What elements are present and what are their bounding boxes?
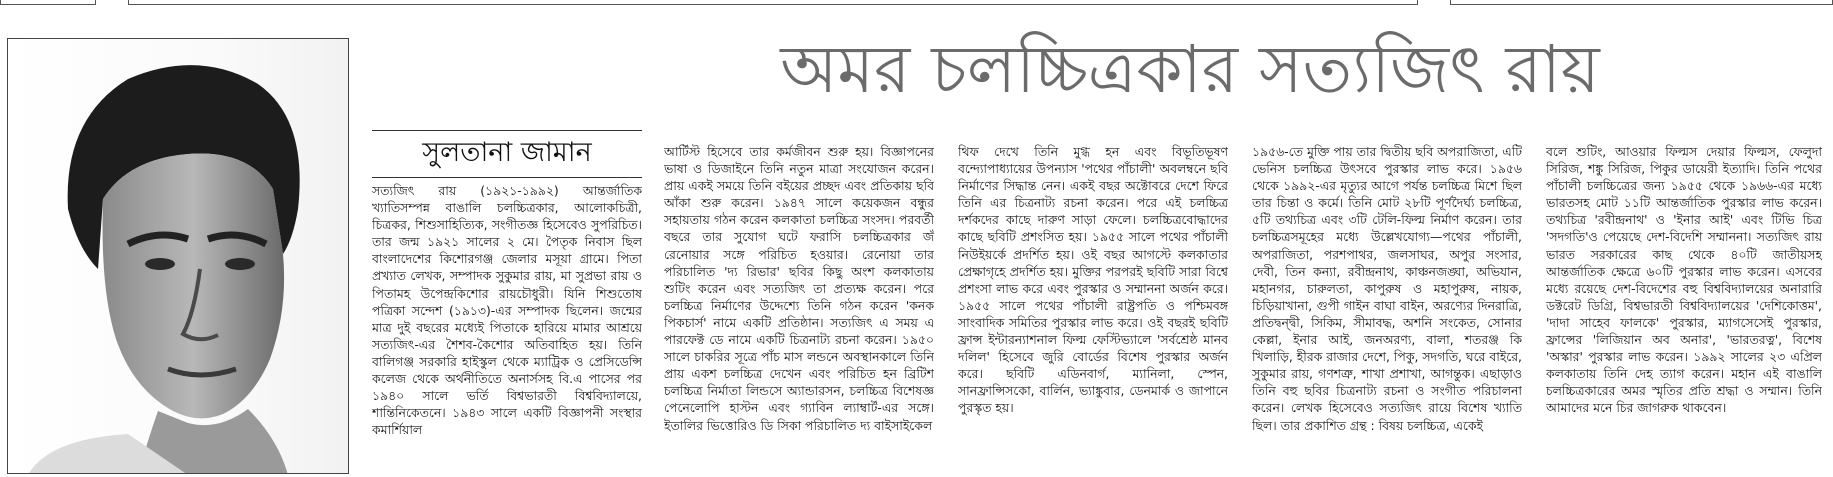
- article-column-5: [1546, 143, 1822, 475]
- column-5-text: বলে শুটিং, আওয়ার ফিল্মস দেয়ার ফিল্মস, ফেলুদা সিরিজ, শঙ্কু সিরিজ, পিকুর ডায়েরী ইত্যাদি। তিনি পথের পাঁচালী চলচ্চিত্রের জন্য ১৯৫৫ থেকে ১৯৬৬-এর মধ্যে ভারতসহ মোট ১১টি আন্তর্জাতিক পুরস্কার লাভ করেন। তথ্যচিত্র 'রবীন্দ্রনাথ' ও 'ইনার আই' এবং টিভি চিত্র 'সদগতি'ও পেয়েছে দেশ-বিদেশি সম্মাননা। সত্যজিৎ রায় ভারত সরকারের কাছ থেকে ৪০টি জাতীয়সহ আন্তর্জাতিক ক্ষেত্রে ৬০টি পুরস্কার লাভ করেন। এসবের মধ্যে রয়েছে দেশ-বিদেশের বহু বিশ্ববিদ্যালয়ের অনারারি ডক্টরেট ডিগ্রি, বিশ্বভারতী বিশ্ববিদ্যালয়ের 'দেশিকোত্তম', 'দাদা সাহেব ফালকে' পুরস্কার, ম্যাগসেসেই পুরস্কার, ফ্রান্সের 'লিজিয়ান অব অনার', 'ভারতরত্ন', বিশেষ 'অস্কার' পুরস্কার লাভ করেন। ১৯৯২ সালের ২৩ এপ্রিল কলকাতায় তিনি দেহ ত্যাগ করেন। মহান এই বাঙালি চলচ্চিত্রকারের অমর স্মৃতির প্রতি শ্রদ্ধা ও সম্মান। তিনি আমাদের মনে চির জাগরুক থাকবেন।: [1546, 144, 1822, 416]
- top-rule-middle: [128, 0, 1418, 5]
- headline: অমর চলচ্চিত্রকার সত্যজিৎ রায়: [780, 31, 1600, 108]
- top-rule-left: [0, 0, 96, 5]
- column-3-text: থিফ দেখে তিনি মুগ্ধ হন এবং বিভূতিভূষণ বন্দ্যোপাধ্যায়ের উপন্যাস 'পথের পাঁচালী' অবলম্বনে ছবি নির্মাণের সিদ্ধান্ত নেন। একই বছর অক্টোবরে দেশে ফিরে তিনি এর চিত্রনাট্য রচনা করেন। পরে এই চলচ্চিত্র দর্শকদের কাছে দারুণ সাড়া ফেলে। চলচ্চিত্রবোদ্ধাদের কাছে ছবিটি প্রশংসিত হয়। ১৯৫৫ সালে পথের পাঁচালী নিউইয়র্কে প্রদর্শিত হয়। ওই বছর আগস্টে কলকাতার প্রেক্ষাগৃহে প্রদর্শিত হয়। মুক্তির পরপরই ছবিটি সারা বিশ্বে প্রশংসা লাভ করে এবং পুরস্কার ও সম্মাননা অর্জন করে। ১৯৫৫ সালে পথের পাঁচালী রাষ্ট্রপতি ও পশ্চিমবঙ্গ সাংবাদিক সমিতির পুরস্কার লাভ করে। ওই বছরই ছবিটি ফ্রান্স ইন্টারন্যাশনাল ফিল্ম ফেস্টিভ্যালে 'সর্বশ্রেষ্ঠ মানব দলিল' হিসেবে জুরি বোর্ডের বিশেষ পুরস্কার অর্জন করে। ছবিটি এডিনবার্গ, ম্যানিলা, স্পেন, সানফ্রান্সিসকো, বার্লিন, ভ্যাঙ্কুবার, ডেনমার্ক ও জাপানে পুরস্কৃত হয়।: [958, 144, 1228, 416]
- byline-author: সুলতানা জামান: [422, 137, 592, 168]
- column-2-text: আর্টিস্ট হিসেবে তার কর্মজীবন শুরু হয়। বিজ্ঞাপনের ভাষা ও ডিজাইনে তিনি নতুন মাত্রা সংযোজন করেন। প্রায় একই সময়ে তিনি বইয়ের প্রচ্ছদ এবং প্রতিকায় ছবি আঁকা শুরু করেন। ১৯৪৭ সালে কয়েকজন বন্ধুর সহায়তায় গঠন করেন কলকাতা চলচ্চিত্র সংসদ। পরবর্তী বছরে তার সুযোগ ঘটে ফরাসি চলচ্চিত্রকার জঁ রেনোয়ার সঙ্গে পরিচিত হওয়ার। রেনোয়া তার পরিচালিত 'দ্য রিভার' ছবির কিছু অংশ কলকাতায় শুটিং করেন এবং সত্যজিৎ তা প্রত্যক্ষ করেন। পরে চলচ্চিত্র নির্মাণের উদ্দেশ্যে তিনি গঠন করেন 'কনক পিকচার্স' নামে একটি প্রতিষ্ঠান। সত্যজিৎ এ সময় এ পারফেক্ট ডে নামে একটি চিত্রনাট্য রচনা করেন। ১৯৫০ সালে চাকরির সূত্রে পাঁচ মাস লন্ডনে অবস্থানকালে তিনি প্রায় একশ চলচ্চিত্র দেখেন এবং পরিচিত হন ব্রিটিশ চলচ্চিত্র নির্মাতা লিন্ডসে অ্যান্ডারসন, চলচ্চিত্র বিশেষজ্ঞ পেনেলোপি হাস্টন এবং গ্যাবিন ল্যাম্বার্ট-এর সঙ্গে। ইতালির ভিত্তোরিও ডি সিকা পরিচালিত দ্য বাইসাইকেল: [664, 144, 934, 433]
- column-4-text: ১৯৫৬-তে মুক্তি পায় তার দ্বিতীয় ছবি অপরাজিতা, এটি ভেনিস চলচ্চিত্র উৎসবে পুরস্কার লাভ করে। ১৯৫৬ থেকে ১৯৯২-এর মৃত্যুর আগে পর্যন্ত চলচ্চিত্র মিশে ছিল তার চিন্তা ও কর্মে। তিনি মোট ২৮টি পূর্ণদৈর্ঘ্য চলচ্চিত্র, ৫টি তথ্যচিত্র এবং ৩টি টেলি-ফিল্ম নির্মাণ করেন। তার চলচ্চিত্রসমূহের মধ্যে উল্লেখযোগ্য—পথের পাঁচালী, অপরাজিতা, পরশপাথর, জলসাঘর, অপুর সংসার, দেবী, তিন কন্যা, রবীন্দ্রনাথ, কাঞ্চনজঙ্ঘা, অভিযান, মহানগর, চারুলতা, কাপুরুষ ও মহাপুরুষ, নায়ক, চিড়িয়াখানা, গুপী গাইন বাঘা বাইন, অরণ্যের দিনরাত্রি, প্রতিদ্বন্দ্বী, সিকিম, সীমাবদ্ধ, অশনি সংকেত, সোনার কেল্লা, ইনার আই, জনঅরণ্য, বালা, শতরঞ্জ কি খিলাড়ি, হীরক রাজার দেশে, পিকু, সদগতি, ঘরে বাইরে, সুকুমার রায়, গণশত্রু, শাখা প্রশাখা, আগন্তুক। এছাড়াও তিনি বহু ছবির চিত্রনাট্য রচনা ও সংগীত পরিচালনা করেন। লেখক হিসেবেও সত্যজিৎ রায়ে বিশেষ খ্যাতি ছিল। তার প্রকাশিত গ্রন্থ : বিষয় চলচ্চিত্র, একেই: [1252, 144, 1522, 433]
- byline-box: [372, 130, 642, 178]
- top-rule-right: [1450, 0, 1833, 5]
- portrait-photo-icon: [8, 39, 349, 474]
- article-column-2: [664, 143, 934, 475]
- portrait-photo: [7, 38, 349, 474]
- article-column-4: [1252, 143, 1522, 475]
- column-1-text: সত্যজিৎ রায় (১৯২১-১৯৯২) আন্তর্জাতিক খ্যাতিসম্পন্ন বাঙালি চলচ্চিত্রকার, আলোকচিত্রী, চিত্রকর, শিশুসাহিত্যিক, সংগীতজ্ঞ হিসেবেও সুপরিচিত। তার জন্ম ১৯২১ সালের ২ মে। পৈতৃক নিবাস ছিল বাংলাদেশের কিশোরগঞ্জ জেলার মসূয়া গ্রামে। পিতা প্রখ্যাত লেখক, সম্পাদক সুকুমার রায়, মা সুপ্রভা রায় ও পিতামহ উপেন্দ্রকিশোর রায়চৌধুরী। যিনি শিশুতোষ পত্রিকা সন্দেশ (১৯১৩)-এর সম্পাদক ছিলেন। জন্মের মাত্র দুই বছরের মধ্যেই পিতাকে হারিয়ে মামার আশ্রয়ে সত্যজিৎ-এর শৈশব-কৈশোর অতিবাহিত হয়। তিনি বালিগঞ্জ সরকারি হাইস্কুল থেকে ম্যাট্রিক ও প্রেসিডেন্সি কলেজ থেকে অর্থনীতিতে অনার্সসহ বি.এ পাসের পর ১৯৪০ সালে ভর্তি বিশ্বভারতী বিশ্ববিদ্যালয়ে, শান্তিনিকেতনে। ১৯৪৩ সালে একটি বিজ্ঞাপনী সংস্থার কমার্শিয়াল: [372, 183, 642, 438]
- article-column-3: [958, 143, 1228, 475]
- top-border-rules: [0, 0, 1833, 5]
- article-column-1: [372, 182, 642, 475]
